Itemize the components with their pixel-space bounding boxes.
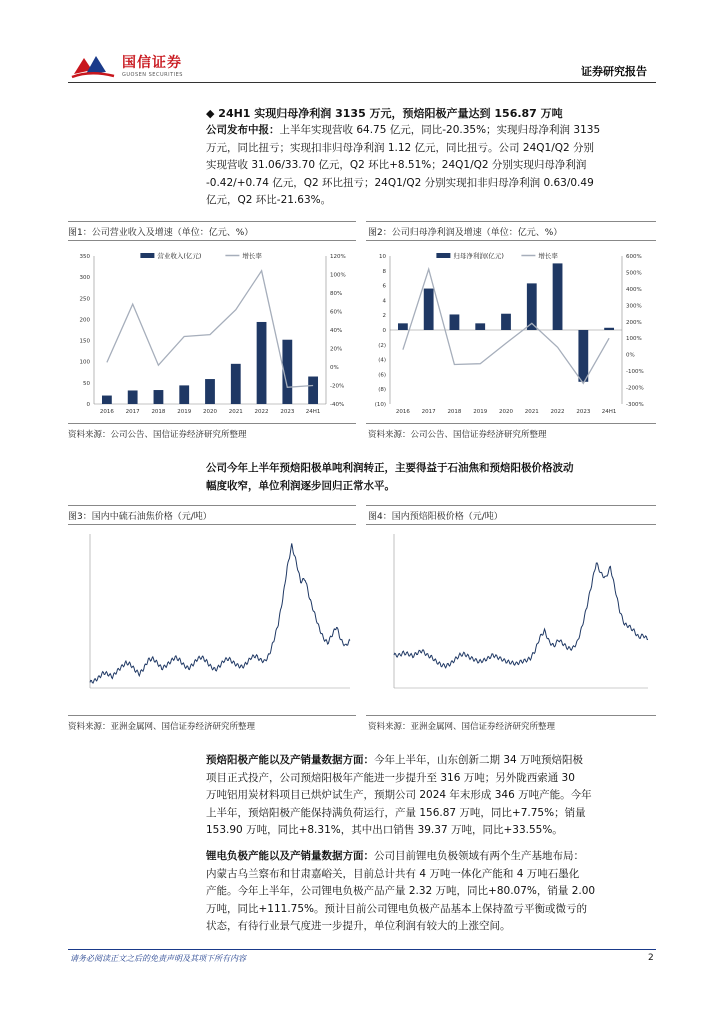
fig3-chart — [68, 528, 356, 714]
legend-bar-label: 归母净利润(亿元) — [453, 252, 504, 260]
y-right-tick-label: 0% — [626, 352, 635, 359]
section1-heading: ◆ 24H1 实现归母净利润 3135 万元，预焙阳极产量达到 156.87 万吨 — [206, 107, 563, 120]
fig2-title: 图2：公司归母净利润及增速（单位：亿元、%） — [368, 228, 563, 238]
y-left-tick-label: 250 — [79, 296, 90, 303]
y-left-tick-label: (8) — [378, 387, 386, 394]
y-left-tick-label: 300 — [79, 275, 90, 282]
y-right-tick-label: 400% — [626, 286, 642, 293]
fig1-title: 图1：公司营业收入及增速（单位：亿元、%） — [68, 228, 254, 238]
fig2-top-rule — [366, 221, 656, 222]
fig4-bottom-rule — [366, 715, 656, 716]
legend-line-label: 增长率 — [242, 252, 262, 260]
footer-rule — [68, 949, 656, 950]
fig4-top-rule — [366, 505, 656, 506]
x-tick-label: 2023 — [576, 409, 591, 415]
y-left-tick-label: 0 — [382, 328, 386, 334]
fig2-chart — [366, 244, 656, 422]
x-tick-label: 2018 — [447, 409, 462, 415]
fig4-title-rule — [366, 524, 656, 525]
bar — [257, 322, 267, 404]
fig1-bottom-rule — [68, 423, 356, 424]
section1-line-2: 实现营收 31.06/33.70 亿元，Q2 环比+8.51%；24Q1/Q2 分别实现归母净利润 — [206, 159, 587, 171]
y-right-tick-label: 0% — [330, 365, 339, 371]
section4-body — [206, 848, 666, 936]
x-tick-label: 2021 — [228, 409, 243, 415]
section4-line-3: 万吨，同比+111.75%。预计目前公司锂电负极产品基本上保持盈亏平衡或微亏的 — [206, 902, 588, 915]
fig1-top-rule — [68, 221, 356, 222]
section4-line-4: 状态，有待行业景气度进一步提升，单位利润有较大的上涨空间。 — [206, 920, 511, 932]
fig4-source: 资料来源：亚洲金属网、国信证券经济研究所整理 — [368, 722, 556, 732]
x-tick-label: 24H1 — [305, 409, 321, 415]
fig3-title-rule — [68, 524, 356, 525]
section1-line-3: -0.42/+0.74 亿元，Q2 环比扭亏；24Q1/Q2 分别实现扣非归母净利润 0.63/0.49 — [206, 176, 594, 189]
logo-en: GUOSEN SECURITIES — [122, 72, 183, 78]
fig3-bottom-rule — [68, 715, 356, 716]
section1-line-1: 万元，同比扭亏；实现扣非归母净利润 1.12 亿元，同比扭亏。公司 24Q1/Q2 分别 — [206, 141, 595, 154]
y-left-tick-label: 0 — [86, 402, 90, 408]
bar — [398, 323, 408, 330]
section1-line-0: 公司发布中报：上半年实现营收 64.75 亿元，同比-20.35%；实现归母净利润 3135 — [206, 124, 601, 136]
bar — [450, 314, 460, 330]
bar — [501, 314, 511, 330]
y-right-tick-label: 20% — [330, 346, 343, 353]
y-right-tick-label: -300% — [626, 402, 644, 408]
y-right-tick-label: -100% — [626, 369, 644, 376]
x-tick-label: 2016 — [99, 409, 114, 415]
x-tick-label: 2019 — [177, 409, 192, 415]
section3-body — [206, 752, 666, 840]
section2-body — [206, 460, 666, 495]
fig1-source: 资料来源：公司公告、国信证券经济研究所整理 — [68, 430, 247, 440]
y-left-tick-label: (10) — [374, 402, 386, 408]
section2-line-0: 公司今年上半年预焙阳极单吨利润转正，主要得益于石油焦和预焙阳极价格波动 — [206, 462, 574, 474]
section3-line-4: 153.90 万吨，同比+8.31%，其中出口销售 39.37 万吨，同比+33.55%。 — [206, 824, 563, 836]
x-tick-label: 2022 — [550, 409, 565, 415]
y-left-tick-label: (2) — [378, 342, 386, 349]
x-tick-label: 2017 — [125, 409, 140, 415]
bar — [308, 377, 318, 404]
y-left-tick-label: 6 — [382, 283, 386, 290]
section1-line-4: 亿元，Q2 环比-21.63%。 — [206, 194, 332, 206]
bar — [154, 390, 164, 404]
bar — [179, 385, 189, 404]
y-left-tick-label: 100 — [79, 359, 90, 366]
x-tick-label: 2016 — [395, 409, 410, 415]
y-right-tick-label: 100% — [330, 272, 346, 279]
y-right-tick-label: 40% — [330, 328, 343, 334]
bar — [424, 289, 434, 330]
y-left-tick-label: (6) — [378, 372, 386, 379]
fig2-title-rule — [366, 240, 656, 241]
bar — [578, 330, 588, 382]
fig2-source: 资料来源：公司公告、国信证券经济研究所整理 — [368, 430, 547, 440]
fig4-chart — [366, 528, 656, 714]
legend-bar-swatch — [140, 253, 154, 258]
section3-line-2: 万吨铝用炭材料项目已烘炉试生产，预期公司 2024 年末形成 346 万吨产能。今年 — [206, 789, 592, 801]
logo-cn: 国信证券 — [122, 55, 182, 71]
growth-line — [107, 271, 313, 388]
footer-disclaimer: 请务必阅读正文之后的免责声明及其项下所有内容 — [70, 954, 246, 963]
y-left-tick-label: 10 — [379, 254, 386, 260]
fig4-title: 图4：国内预焙阳极价格（元/吨） — [368, 512, 503, 522]
x-tick-label: 2017 — [421, 409, 436, 415]
y-right-tick-label: 120% — [330, 254, 346, 260]
x-tick-label: 24H1 — [601, 409, 617, 415]
y-right-tick-label: 80% — [330, 291, 343, 297]
section2-line-1: 幅度收窄，单位利润逐步回归正常水平。 — [206, 479, 395, 492]
y-left-tick-label: 4 — [382, 298, 386, 305]
bar — [475, 323, 485, 330]
y-right-tick-label: -20% — [330, 383, 345, 390]
y-right-tick-label: 100% — [626, 336, 642, 343]
x-tick-label: 2019 — [473, 409, 488, 415]
x-tick-label: 2021 — [524, 409, 539, 415]
y-right-tick-label: -200% — [626, 385, 644, 392]
page-number: 2 — [648, 953, 654, 963]
fig3-top-rule — [68, 505, 356, 506]
report-type: 证券研究报告 — [581, 65, 647, 78]
bar — [205, 379, 215, 404]
bar — [231, 364, 241, 404]
y-right-tick-label: 60% — [330, 309, 343, 316]
section1-body — [206, 122, 666, 210]
legend-bar-swatch — [436, 253, 450, 258]
y-right-tick-label: 200% — [626, 319, 642, 326]
price-line — [394, 563, 648, 668]
legend-bar-label: 营业收入(亿元) — [157, 252, 202, 260]
y-right-tick-label: 500% — [626, 270, 642, 277]
x-tick-label: 2018 — [151, 409, 166, 415]
y-right-tick-label: 300% — [626, 303, 642, 310]
price-line — [90, 543, 350, 683]
fig1-chart — [68, 244, 356, 422]
section4-line-0: 锂电负极产能以及产销量数据方面：公司目前锂电负极领域有两个生产基地布局： — [206, 850, 584, 862]
x-tick-label: 2023 — [280, 409, 295, 415]
section3-line-0: 预焙阳极产能以及产销量数据方面：今年上半年，山东创新二期 34 万吨预焙阳极 — [206, 754, 584, 766]
y-left-tick-label: 350 — [79, 254, 90, 260]
bar — [604, 328, 614, 330]
legend-line-label: 增长率 — [538, 252, 558, 260]
bar — [102, 396, 112, 404]
y-left-tick-label: 150 — [79, 338, 90, 345]
fig3-title: 图3：国内中硫石油焦价格（元/吨） — [68, 512, 212, 522]
y-left-tick-label: 50 — [83, 380, 90, 387]
guosen-logo-icon — [70, 50, 118, 82]
section4-line-2: 产能。今年上半年，公司锂电负极产品产量 2.32 万吨，同比+80.07%，销量 2.00 — [206, 885, 596, 897]
x-tick-label: 2020 — [499, 409, 513, 415]
bar — [128, 390, 138, 404]
fig2-bottom-rule — [366, 423, 656, 424]
section4-line-1: 内蒙古乌兰察布和甘肃嘉峪关，目前总计共有 4 万吨一体化产能和 4 万吨石墨化 — [206, 867, 580, 880]
header — [0, 0, 724, 90]
y-right-tick-label: -40% — [330, 402, 345, 408]
y-left-tick-label: 200 — [79, 317, 90, 324]
fig3-source: 资料来源：亚洲金属网、国信证券经济研究所整理 — [68, 722, 256, 732]
section3-line-3: 上半年，预焙阳极产能保持满负荷运行，产量 156.87 万吨，同比+7.75%；销量 — [206, 806, 586, 819]
y-left-tick-label: 2 — [382, 313, 386, 320]
header-rule — [68, 82, 656, 83]
x-tick-label: 2022 — [254, 409, 269, 415]
section3-line-1: 项目正式投产，公司预焙阳极年产能进一步提升至 316 万吨；另外陇西索通 30 — [206, 771, 575, 784]
y-left-tick-label: 8 — [382, 268, 386, 275]
fig1-title-rule — [68, 240, 356, 241]
x-tick-label: 2020 — [203, 409, 217, 415]
bar — [553, 263, 563, 330]
y-right-tick-label: 600% — [626, 254, 642, 260]
y-left-tick-label: (4) — [378, 357, 386, 364]
